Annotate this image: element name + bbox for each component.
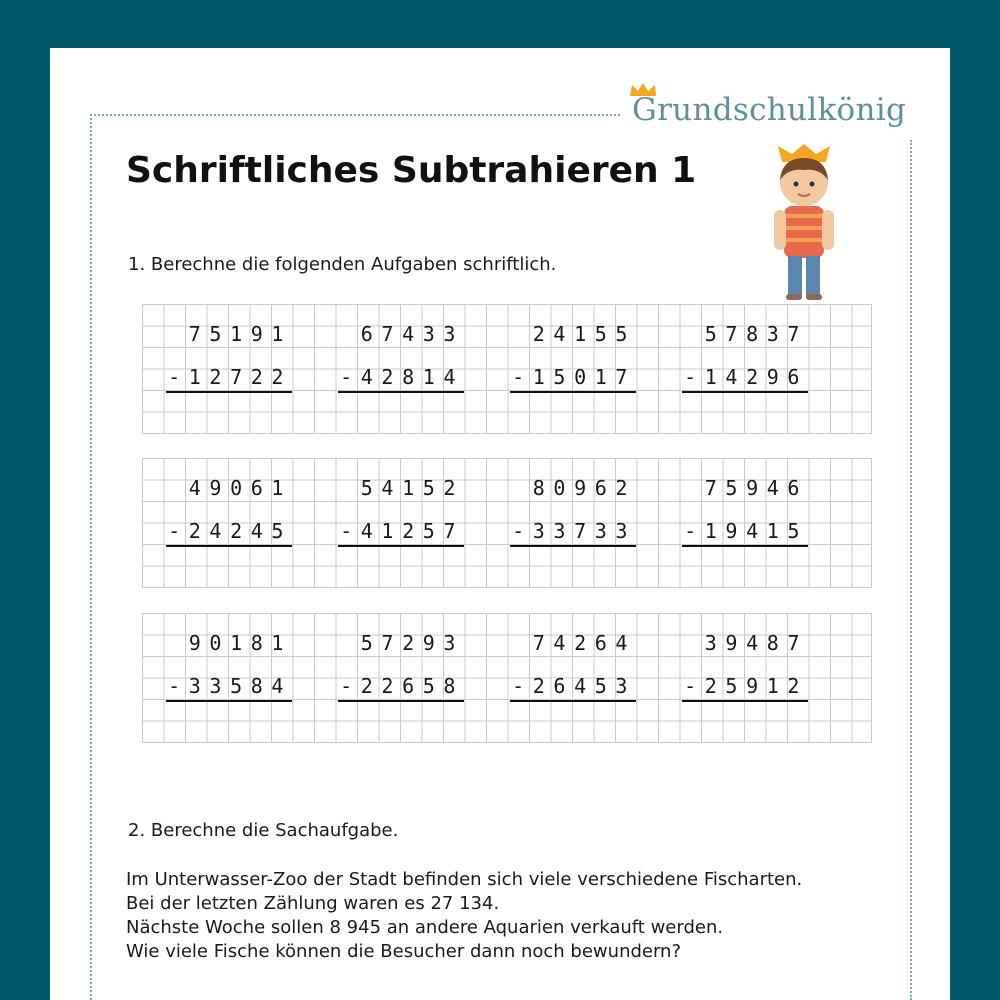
minuend: 57837 xyxy=(704,322,808,346)
minuend: 39487 xyxy=(704,631,808,655)
minuend: 75946 xyxy=(704,476,808,500)
word-problem-line: Wie viele Fische können die Besucher dann noch bewundern? xyxy=(126,941,682,962)
subtrahend: -14296 xyxy=(682,365,808,393)
subtrahend: -42814 xyxy=(338,365,464,393)
subtrahend: -33584 xyxy=(166,674,292,702)
word-problem-line: Im Unterwasser-Zoo der Stadt befinden sich viele verschiedene Fischarten. xyxy=(126,869,803,890)
subtraction-problem xyxy=(668,466,808,546)
subtrahend: -25912 xyxy=(682,674,808,702)
subtraction-problem xyxy=(152,312,292,392)
minuend: 90181 xyxy=(188,631,292,655)
subtrahend: -26453 xyxy=(510,674,636,702)
subtrahend: -22658 xyxy=(338,674,464,702)
subtraction-problem xyxy=(152,466,292,546)
minuend: 24155 xyxy=(532,322,636,346)
minuend: 49061 xyxy=(188,476,292,500)
minuend: 75191 xyxy=(188,322,292,346)
word-problem-text xyxy=(126,868,802,964)
subtraction-problem xyxy=(668,621,808,701)
dotted-border-left xyxy=(90,114,92,1000)
subtrahend: -24245 xyxy=(166,519,292,547)
subtraction-problem xyxy=(496,621,636,701)
subtraction-problem xyxy=(152,621,292,701)
boy-with-crown-illustration xyxy=(768,144,840,304)
math-grid-3 xyxy=(142,613,872,743)
worksheet xyxy=(50,48,950,1000)
subtraction-problem xyxy=(324,621,464,701)
subtrahend: -12722 xyxy=(166,365,292,393)
math-grid-2 xyxy=(142,458,872,588)
dotted-border-top xyxy=(90,114,620,116)
word-problem-line: Nächste Woche sollen 8 945 an andere Aquarien verkauft werden. xyxy=(126,917,724,938)
minuend: 67433 xyxy=(360,322,464,346)
dotted-border-right xyxy=(910,140,912,1000)
minuend: 54152 xyxy=(360,476,464,500)
subtrahend: -33733 xyxy=(510,519,636,547)
subtraction-problem xyxy=(496,466,636,546)
subtraction-problem xyxy=(324,466,464,546)
subtrahend: -15017 xyxy=(510,365,636,393)
task-1-instruction: 1. Berechne die folgenden Aufgaben schriftlich. xyxy=(128,254,557,275)
word-problem-line: Bei der letzten Zählung waren es 27 134. xyxy=(126,893,500,914)
subtrahend: -19415 xyxy=(682,519,808,547)
minuend: 74264 xyxy=(532,631,636,655)
task-2-instruction: 2. Berechne die Sachaufgabe. xyxy=(128,820,399,841)
minuend: 57293 xyxy=(360,631,464,655)
subtraction-problem xyxy=(496,312,636,392)
subtraction-problem xyxy=(324,312,464,392)
minuend: 80962 xyxy=(532,476,636,500)
subtraction-problem xyxy=(668,312,808,392)
subtrahend: -41257 xyxy=(338,519,464,547)
brand-logo: Grundschulkönig xyxy=(632,92,907,128)
math-grid-1 xyxy=(142,304,872,434)
page-title: Schriftliches Subtrahieren 1 xyxy=(126,150,697,191)
